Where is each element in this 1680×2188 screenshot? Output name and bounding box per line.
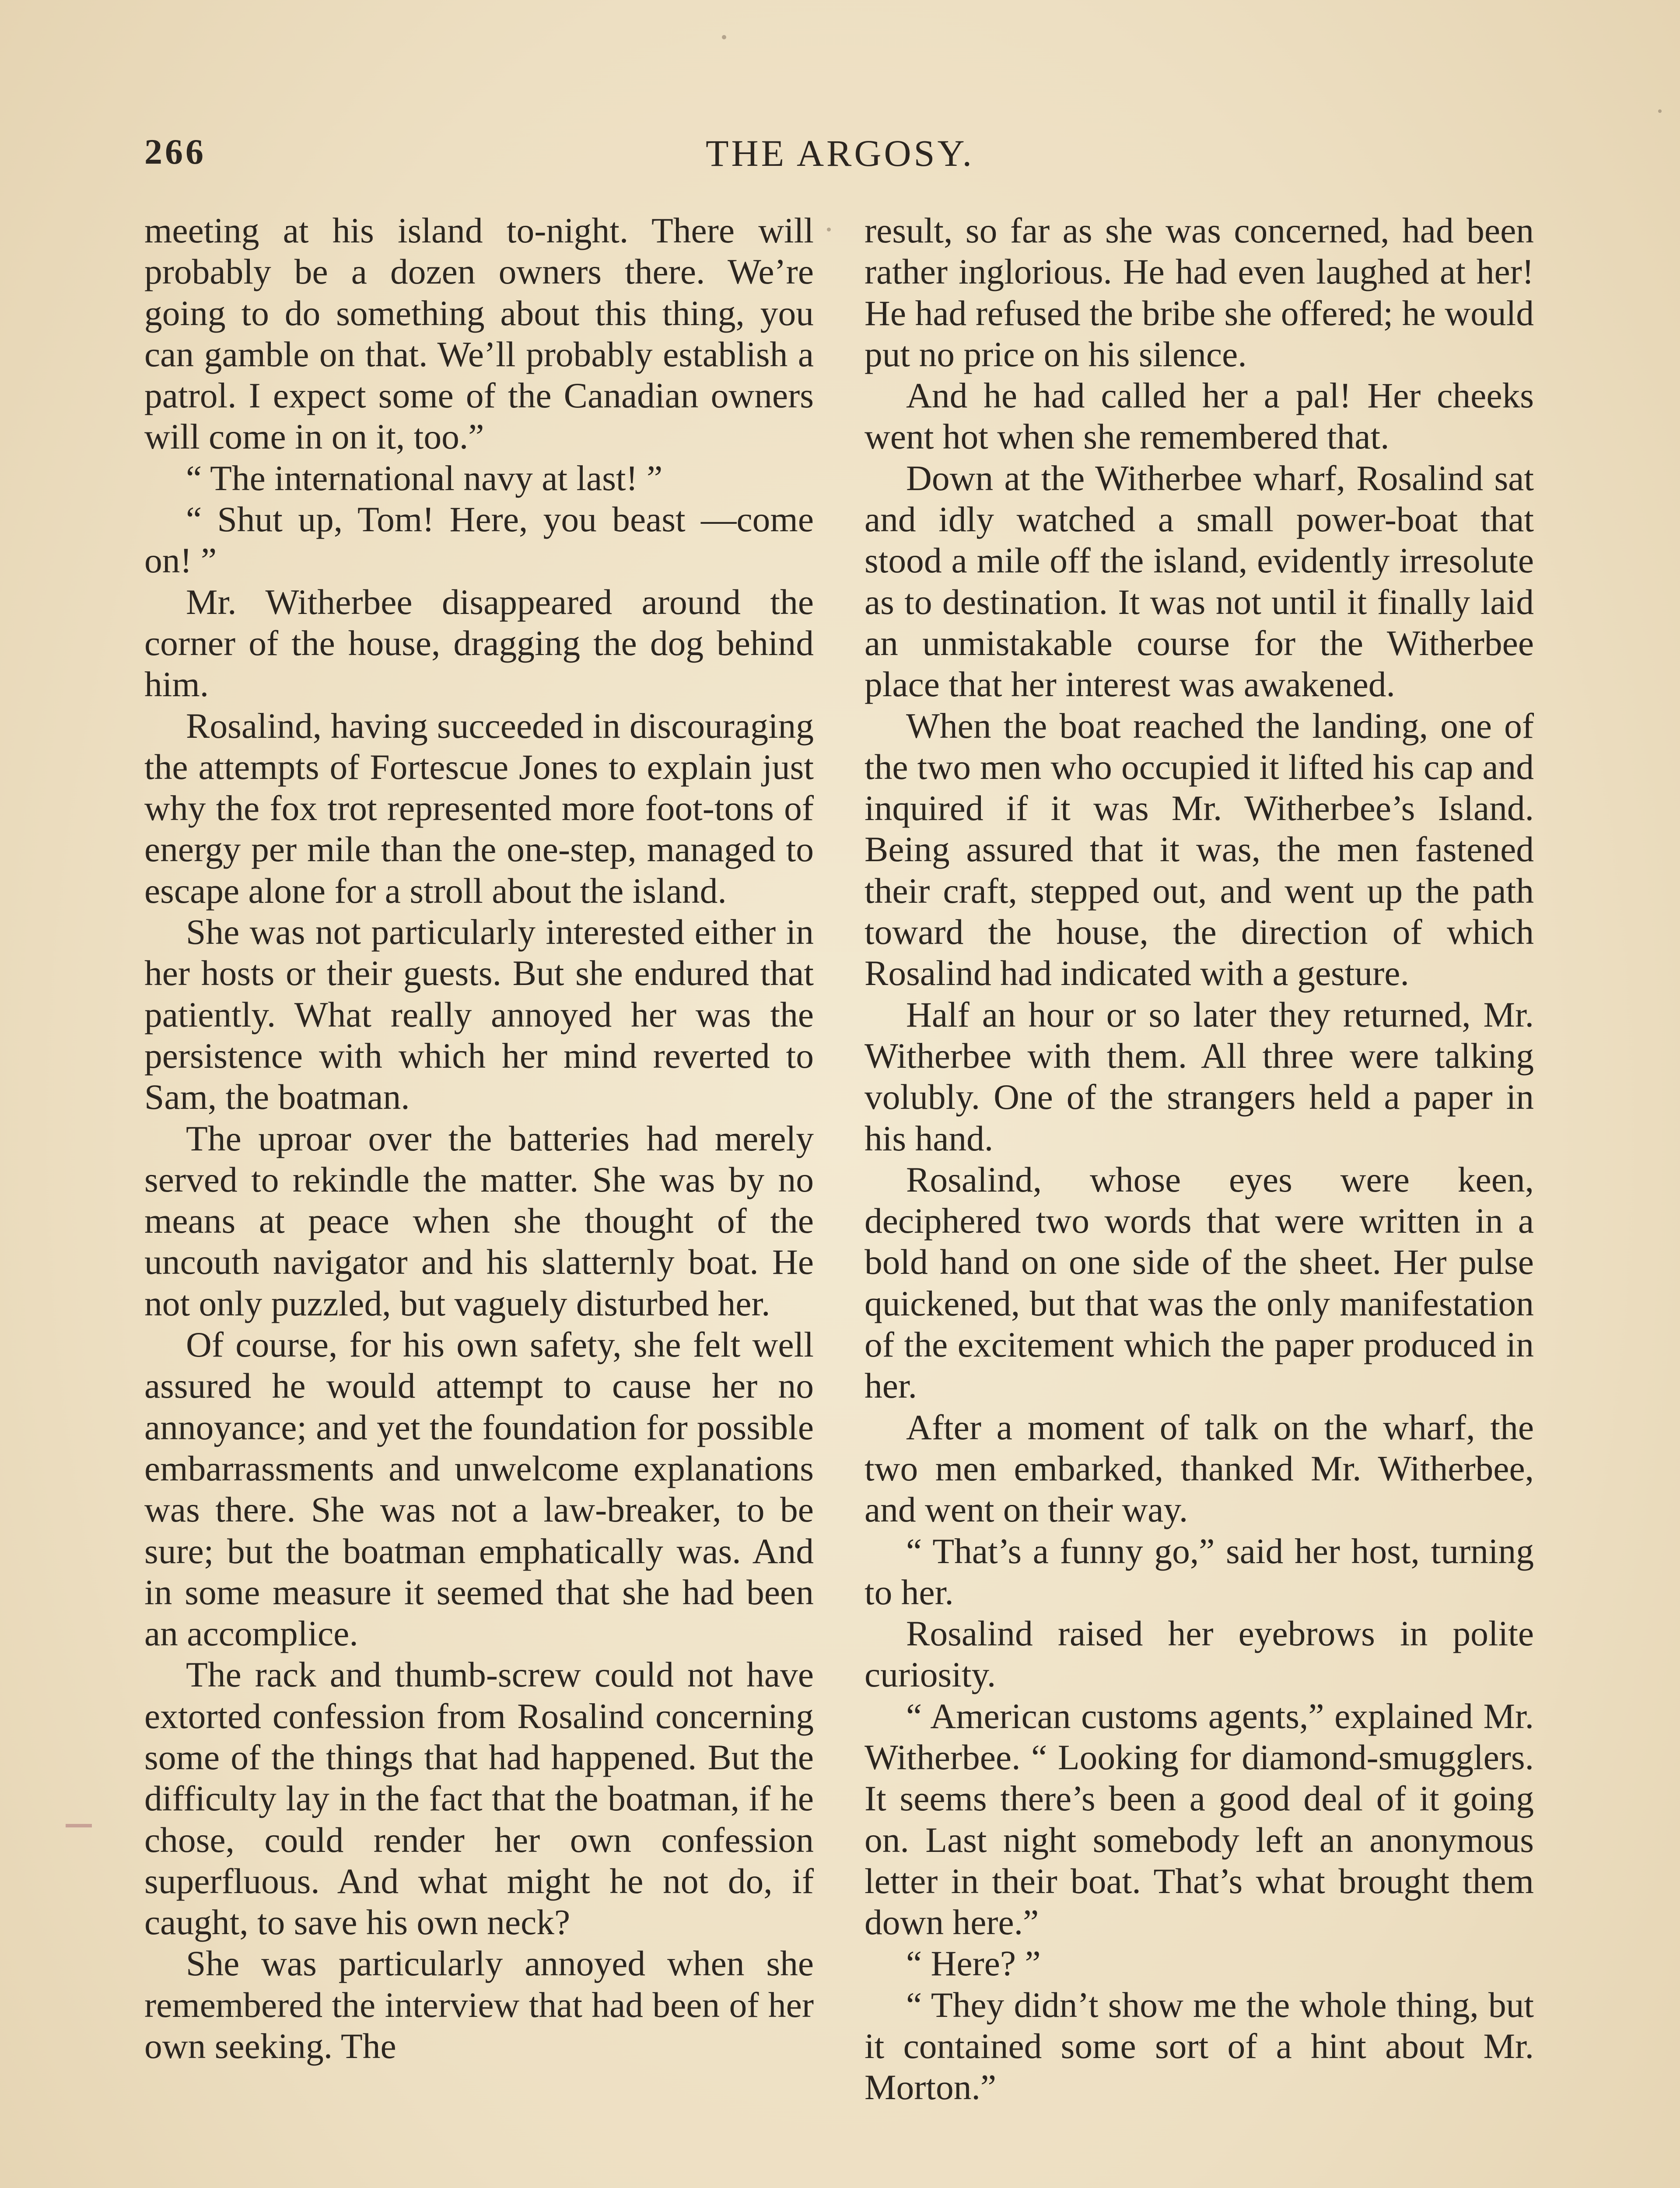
paragraph: “ Here? ” [906,1943,1041,1984]
left-column [144,210,814,2188]
page-header [144,131,1536,184]
paper-stain [66,1824,92,1827]
paper-speck [722,35,726,39]
paragraph: Mr. Witherbee disappeared around the corner of the house, dragging the dog behind him. [144,582,814,705]
paragraph: She was particularly annoyed when she remembered the interview that had been of her own seeking. The [144,1943,814,2066]
paragraph: After a moment of talk on the wharf, the two men embarked, thanked Mr. Witherbee, and went on their way. [864,1407,1534,1530]
running-title: THE ARGOSY. [706,132,974,174]
paragraph: “ Shut up, Tom! Here, you beast —come on! ” [144,499,814,581]
paragraph: She was not particularly interested either in her hosts or their guests. But she endured that patiently. What really annoyed her was the persistence with which her mind reverted to Sam, the boatman. [144,912,814,1117]
page-number: 266 [144,132,206,172]
paragraph: Of course, for his own safety, she felt well assured he would attempt to cause her no annoyance; and yet the foundation for possible embarrassments and unwelcome explanations was there. She was not a law-breaker, to be sure; but the boatman emphatically was. And in some measure it seemed that she had been an accomplice. [144,1325,814,1654]
paragraph: Down at the Witherbee wharf, Rosalind sat and idly watched a small power-boat that stood a mile off the island, evidently irresolute as to destination. It was not until it finally laid an unmistakable course for the Witherbee place that her interest was awakened. [864,458,1534,705]
paragraph: “ The international navy at last! ” [186,458,663,498]
paper-speck [827,228,831,231]
paragraph: “ American customs agents,” explained Mr. Witherbee. “ Looking for diamond-smugglers. It seems there’s been a good deal of it going on. Last night somebody left an anonymous letter in their boat. That’s what brought them down here.” [864,1696,1534,1943]
paragraph: And he had called her a pal! Her cheeks went hot when she remembered that. [864,375,1534,457]
paragraph: Rosalind, whose eyes were keen, deciphered two words that were written in a bold hand on one side of the sheet. Her pulse quickened, but that was the only manifestation of the excitement which the paper produced in her. [864,1159,1534,1406]
paragraph: The uproar over the batteries had merely served to rekindle the matter. She was by no means at peace when she thought of the uncouth navigator and his slatternly boat. He not only puzzled, but vaguely disturbed her. [144,1118,814,1323]
right-column [864,210,1534,2188]
paragraph: The rack and thumb-screw could not have extorted confession from Rosalind concerning some of the things that had happened. But the difficulty lay in the fact that the boatman, if he chose, could render her own confession superfluous. And what might he not do, if caught, to save his own neck? [144,1655,814,1943]
paragraph: “ That’s a funny go,” said her host, turning to her. [864,1531,1534,1612]
paragraph: When the boat reached the landing, one of the two men who occupied it lifted his cap and inquired if it was Mr. Witherbee’s Island. Being assured that it was, the men fastened their craft, stepped out, and went up the path toward the house, the direction of which Rosalind had indicated with a gesture. [864,705,1534,993]
paragraph: Rosalind raised her eyebrows in polite curiosity. [864,1613,1534,1695]
paragraph: Rosalind, having succeeded in discouraging the attempts of Fortescue Jones to explain just why the fox trot represented more foot-tons of energy per mile than the one-step, managed to escape alone for a stroll about the island. [144,705,814,911]
paragraph: Half an hour or so later they returned, Mr. Witherbee with them. All three were talking volubly. One of the strangers held a paper in his hand. [864,994,1534,1158]
paper-speck [1658,109,1662,113]
paragraph: meeting at his island to-night. There will probably be a dozen owners there. We’re going to do something about this thing, you can gamble on that. We’ll probably establish a patrol. I expect some of the Canadian owners will come in on it, too.” [144,210,814,457]
paragraph: “ They didn’t show me the whole thing, but it contained some sort of a hint about Mr. Morton.” [864,1985,1534,2107]
paragraph: result, so far as she was concerned, had been rather inglorious. He had even laughed at her! He had refused the bribe she offered; he would put no price on his silence. [864,210,1534,374]
